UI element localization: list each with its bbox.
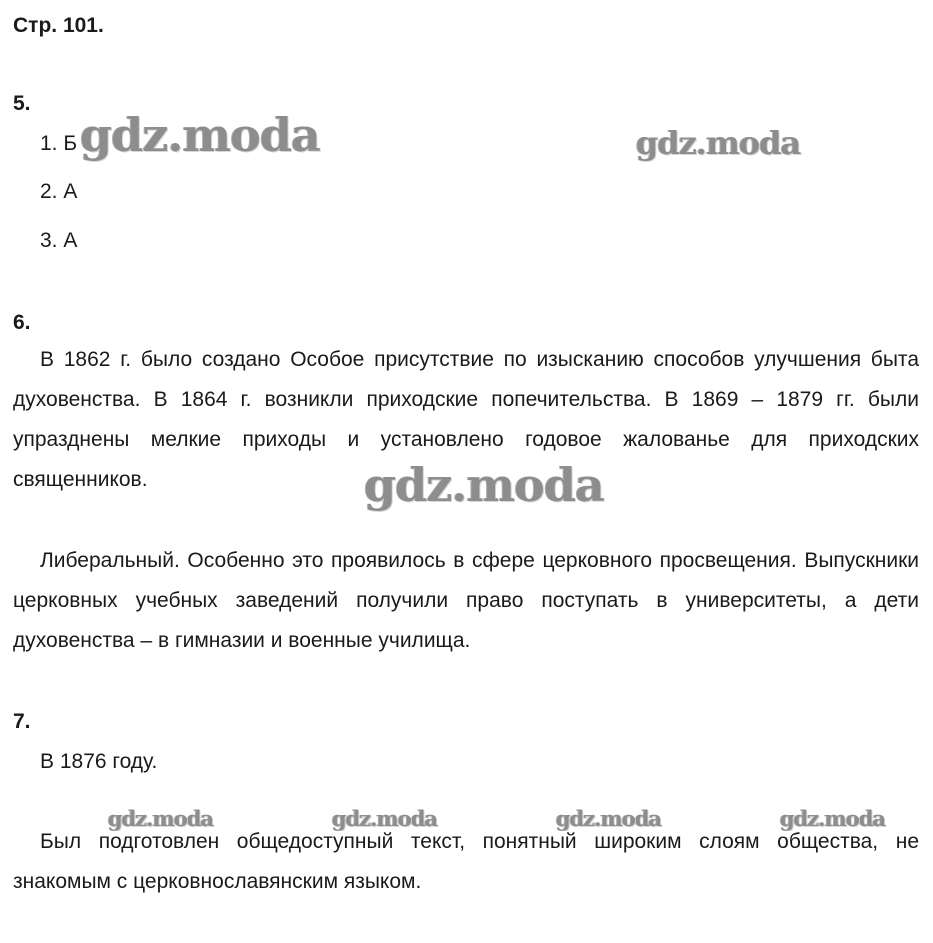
watermark-logo: gdz.moda — [780, 806, 886, 831]
page-header: Стр. 101. — [13, 14, 104, 37]
task-6-number: 6. — [13, 311, 31, 334]
task-6-paragraph-1: В 1862 г. было создано Особое присутствие по изысканию способов улучшения быта духовенства. В 1864 г. возникли приходские попечительства. В 1869 – 1879 гг. были упразднены мелкие приходы и установлено годовое жалованье для приходских священников. — [13, 348, 919, 491]
task-5-answer-2: 2. А — [40, 180, 78, 203]
watermark-logo: gdz.moda — [636, 124, 801, 162]
task-7-paragraph-2: Был подготовлен общедоступный текст, понятный широким слоям общества, не знакомым с церковнославянским языком. — [13, 830, 919, 893]
task-5-number: 5. — [13, 92, 31, 115]
task-6-paragraph-2: Либеральный. Особенно это проявилось в сфере церковного просвещения. Выпускники церковных учебных заведений получили право поступать в университеты, а дети духовенства – в гимназии и военные училища. — [13, 549, 919, 652]
watermark-logo: gdz.moda — [556, 806, 662, 831]
task-7-number: 7. — [13, 710, 31, 733]
task-5-answer-1: 1. Б — [40, 132, 78, 155]
task-7-paragraph-1: В 1876 году. — [40, 750, 158, 773]
watermark-logo: gdz.moda — [332, 806, 438, 831]
task-5-answer-3: 3. А — [40, 229, 78, 252]
watermark-logo: gdz.moda — [108, 806, 214, 831]
watermark-logo: gdz.moda — [80, 108, 320, 162]
watermark-logo: gdz.moda — [364, 458, 604, 512]
